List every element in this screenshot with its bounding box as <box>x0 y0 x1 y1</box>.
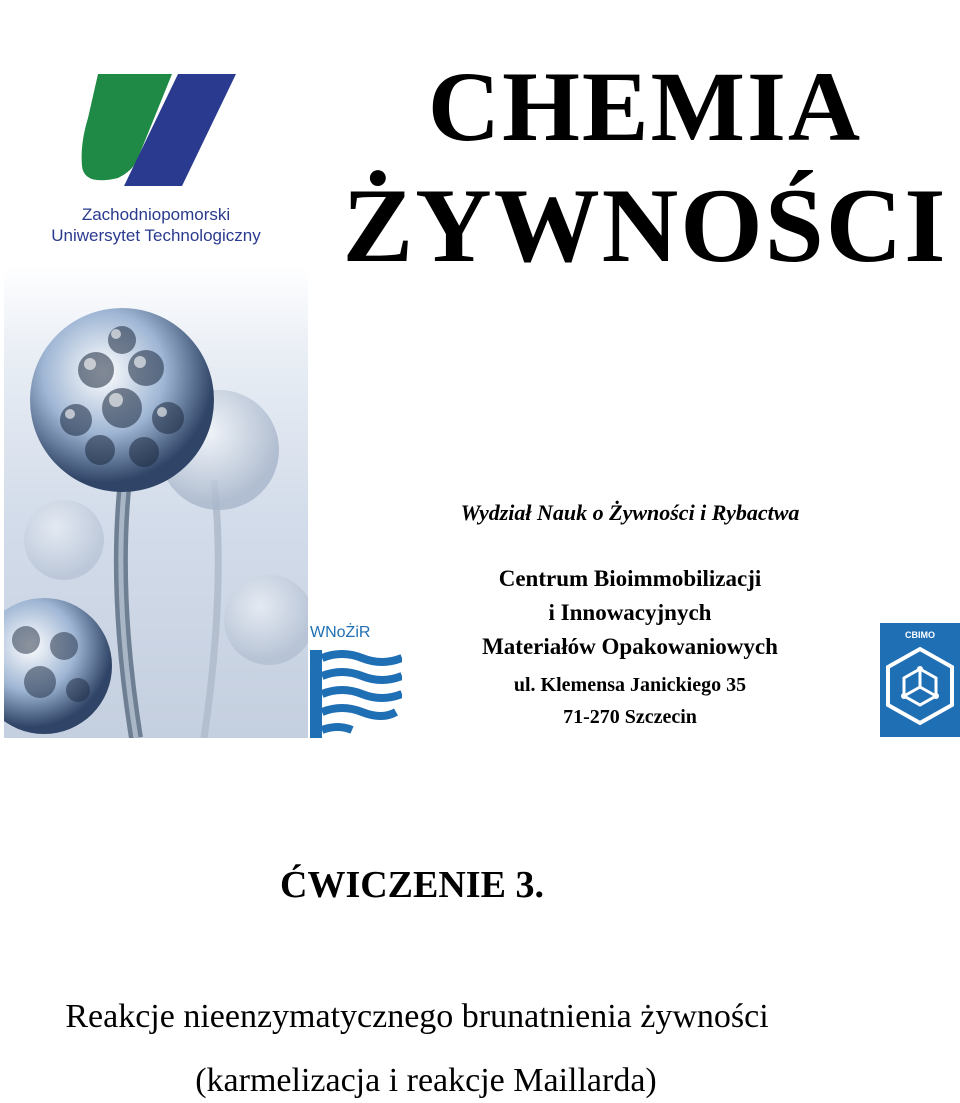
exercise-subtitle-line2: (karmelizacja i reakcje Maillarda) <box>195 1062 657 1099</box>
center-name-line3: Materiałów Opakowaniowych <box>482 634 778 659</box>
cover-title-line2: ŻYWNOŚCI <box>342 167 948 284</box>
university-name-line1: Zachodniopomorski <box>81 205 231 224</box>
cbimo-hexagon-icon <box>880 643 960 733</box>
wnozir-logo-label: WNoŻiR <box>310 624 371 641</box>
wnozir-logo-icon <box>310 650 402 738</box>
university-name <box>4 204 308 246</box>
exercise-subtitle-line1: Reakcje nieenzymatycznego brunatnienia żywności <box>65 998 769 1035</box>
cbimo-logo <box>880 623 960 737</box>
center-name-line1: Centrum Bioimmobilizacji <box>498 566 762 591</box>
cover-title-line1: CHEMIA <box>427 51 863 162</box>
address-city: 71-270 Szczecin <box>563 706 697 728</box>
university-name-line2: Uniwersytet Technologiczny <box>51 226 261 245</box>
cover-side-panel <box>4 0 308 738</box>
university-logo-icon <box>78 74 238 186</box>
exercise-heading: ĆWICZENIE 3. <box>280 864 544 906</box>
cbimo-logo-label: CBIMO <box>905 630 935 640</box>
address-street: ul. Klemensa Janickiego 35 <box>513 674 747 696</box>
center-name-line2: i Innowacyjnych <box>548 600 712 625</box>
faculty-name: Wydział Nauk o Żywności i Rybactwa <box>460 500 800 525</box>
molecular-flowers-illustration <box>4 290 308 738</box>
